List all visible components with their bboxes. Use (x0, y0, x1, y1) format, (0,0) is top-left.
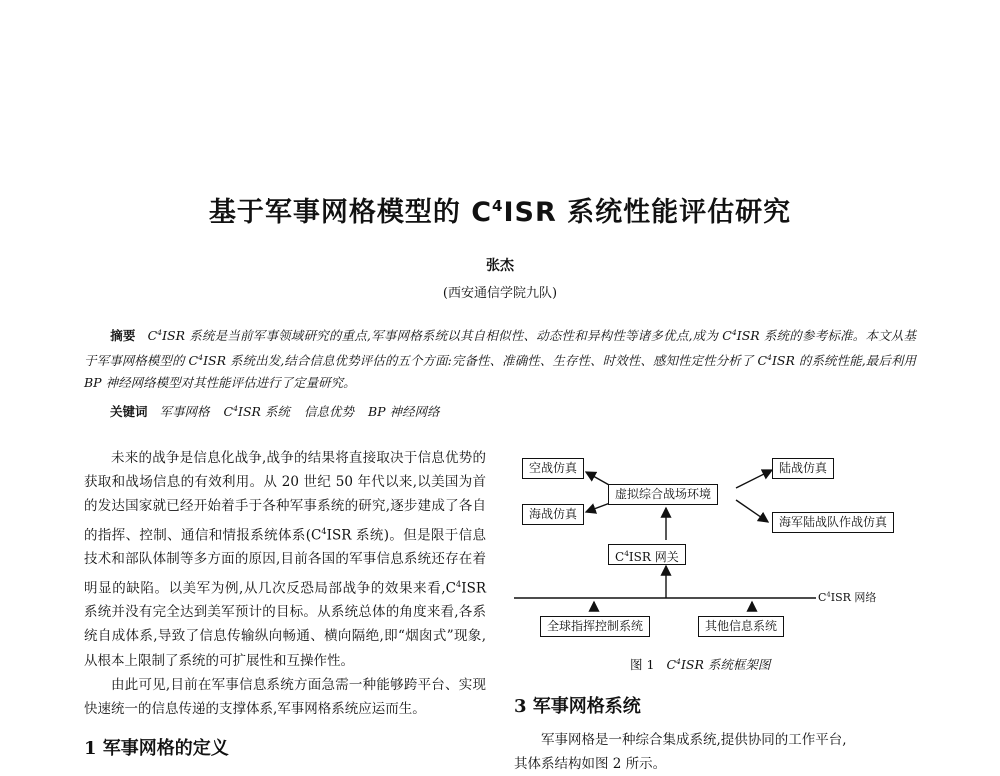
author: 张杰 (486, 258, 514, 274)
paragraph: 军事网格是一种综合集成系统,提供协同的工作平台, (541, 732, 847, 748)
figure-caption: 图 1 $C^4ISR$ 系统框架图 (630, 656, 771, 672)
node-gateway: $C^4ISR$ 网关 (608, 544, 686, 565)
figure-1-diagram (500, 440, 920, 650)
keywords-label: 关键词 (110, 404, 148, 419)
keyword: BP 神经网络 (367, 404, 440, 419)
abstract: 摘要 $C^4ISR$ 系统是当前军事领域研究的重点,军事网格系统以其自相似性、动态性和异构性等诸多优点,成为 $C^4ISR$ 系统的参考标准。本文从基于军事网格模型的 $C^4ISR$ 系统出发,结合信息优势评估的五个方面:完备性、准确性、生存性、时效性、感知性定性分析了 $C^4ISR$ 的系统性能,最后利用 BP 神经网络模型对其性能评估进行了定量研究。 (84, 328, 916, 391)
node-other-info: 其他信息系统 (698, 616, 784, 637)
paragraph: 未来的战争是信息化战争,战争的结果将直接取决于信息优势的获取和战场信息的有效利用。从 20 世纪 50 年代以来,以美国为首的发达国家就已经开始着手于各种军事系统的研究,逐步建成了各自的指挥、控制、通信和情报系统体系($C^4ISR$ 系统)。但是限于信息技术和部队体制等多方面的原因,目前各国的军事信息系统还存在着明显的缺陷。以美军为例,从几次反恐局部战争的效果来看$,C^4ISR$ 系统并没有完全达到美军预计的目标。从系统总体的角度来看,各系统自成体系,导致了信息传输纵向畅通、横向隔绝,即“烟囱式”现象,从根本上限制了系统的可扩展性和互操作性。 (84, 450, 486, 669)
node-virtual-battlefield: 虚拟综合战场环境 (608, 484, 718, 505)
node-air-sim: 空战仿真 (522, 458, 584, 479)
keyword: 信息优势 (303, 404, 354, 419)
affiliation: (西安通信学院九队) (442, 286, 558, 301)
abstract-label: 摘要 (110, 328, 136, 344)
paper-title: 基于军事网格模型的 $C^4ISR$ 系统性能评估研究 (208, 197, 792, 228)
keyword: 军事网格 (159, 404, 210, 419)
node-gccs: 全球指挥控制系统 (540, 616, 650, 637)
paragraph-cut: 其体系结构如图 2 所示。 (514, 756, 667, 772)
paragraph: 由此可见,目前在军事信息系统方面急需一种能够跨平台、实现快速统一的信息传递的支撑体系,军事网格系统应运而生。 (84, 676, 486, 718)
arrow-to-marine (736, 500, 768, 522)
section-heading-1: 1 军事网格的定义 (84, 738, 229, 759)
node-land-sim: 陆战仿真 (772, 458, 834, 479)
arrow-to-land (736, 470, 772, 488)
body-left-column (84, 446, 486, 721)
network-label: $C^4ISR$ 网络 (818, 590, 877, 604)
section-heading-3: 3 军事网格系统 (514, 696, 641, 717)
node-marine-sim: 海军陆战队作战仿真 (772, 512, 894, 533)
keyword: $C^4ISR$ 系统 (223, 403, 290, 419)
node-sea-sim: 海战仿真 (522, 504, 584, 525)
keywords (110, 402, 454, 420)
